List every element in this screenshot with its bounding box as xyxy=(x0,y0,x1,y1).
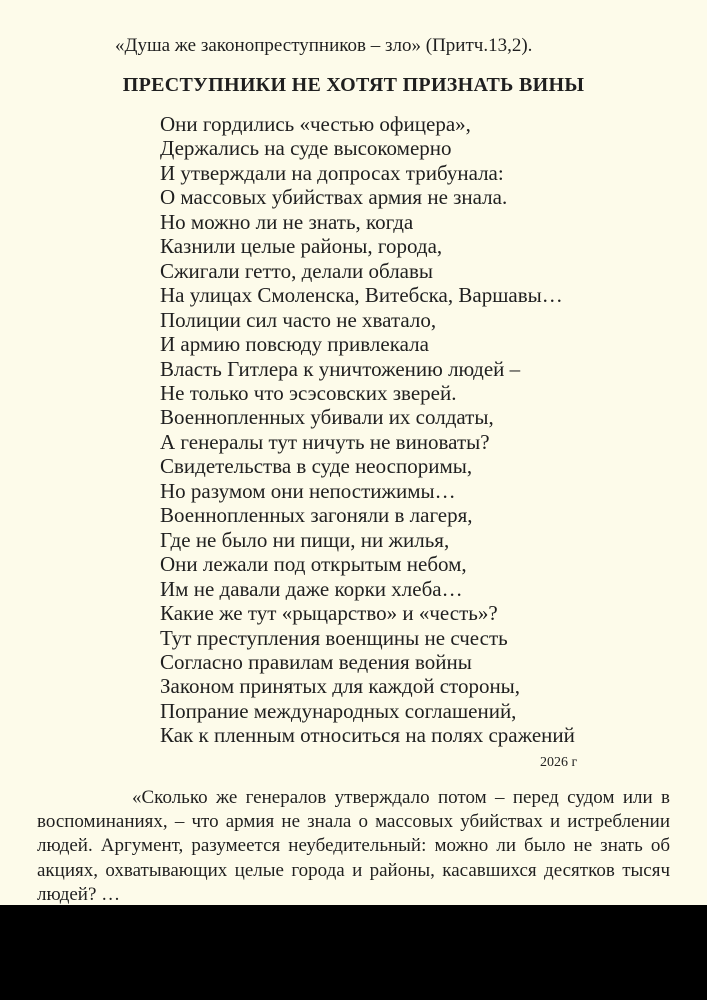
poem-line: Держались на суде высокомерно xyxy=(160,136,452,161)
poem-line: Полиции сил часто не хватало, xyxy=(160,307,437,332)
poem-line: Как к пленным относиться на полях сражений xyxy=(160,723,575,748)
poem-line: Свидетельства в суде неоспоримы, xyxy=(160,454,473,479)
poem-line: Тут преступления военщины не счесть xyxy=(160,625,508,650)
commentary-paragraph: «Сколько же генералов утверждало потом – перед судом или в воспоминаниях, – что армия не знала о массовых убийствах и истреблении людей. Аргумент, разумеется неубедительный: можно ли было не знать об акциях, охватывающих целые города и районы, касавшихся десятков тысяч людей? … xyxy=(37,787,670,905)
poem-line: Какие же тут «рыцарство» и «честь»? xyxy=(160,601,498,626)
poem-line: И утверждали на допросах трибунала: xyxy=(160,160,504,185)
poem-line: Они гордились «честью офицера», xyxy=(160,112,471,136)
epigraph: «Душа же законопреступников – зло» (Притч.13,2). xyxy=(115,35,533,56)
poem-line: На улицах Смоленска, Витебска, Варшавы… xyxy=(160,283,563,308)
poem-line: Они лежали под открытым небом, xyxy=(160,552,467,577)
poem-line: Им не давали даже корки хлеба… xyxy=(160,576,463,601)
page-bottom-background xyxy=(0,905,707,1000)
poem-line: А генералы тут ничуть не виноваты? xyxy=(160,429,490,454)
poem-line: Сжигали гетто, делали облавы xyxy=(160,258,434,283)
poem-line: Но разумом они непостижимы… xyxy=(160,478,456,503)
poem-line: Военнопленных убивали их солдаты, xyxy=(160,405,494,430)
poem-date: 2026 г xyxy=(540,755,578,770)
poem-line: Не только что эсэсовских зверей. xyxy=(160,380,457,405)
poem-stanza xyxy=(160,112,575,748)
poem-line: Где не было ни пищи, ни жилья, xyxy=(160,527,450,552)
poem-line: Попрание международных соглашений, xyxy=(160,698,517,723)
poem-line: Казнили целые районы, города, xyxy=(160,234,443,259)
poem-line: И армию повсюду привлекала xyxy=(160,332,429,357)
poem-line: Военнопленных загоняли в лагеря, xyxy=(160,503,473,528)
poem-title: ПРЕСТУПНИКИ НЕ ХОТЯТ ПРИЗНАТЬ ВИНЫ xyxy=(122,74,585,96)
poem-line: Законом принятых для каждой стороны, xyxy=(160,674,521,699)
poem-line: О массовых убийствах армия не знала. xyxy=(160,185,508,210)
poem-line: Но можно ли не знать, когда xyxy=(160,209,414,234)
poem-line: Согласно правилам ведения войны xyxy=(160,649,472,674)
poem-line: Власть Гитлера к уничтожению людей – xyxy=(160,356,521,381)
